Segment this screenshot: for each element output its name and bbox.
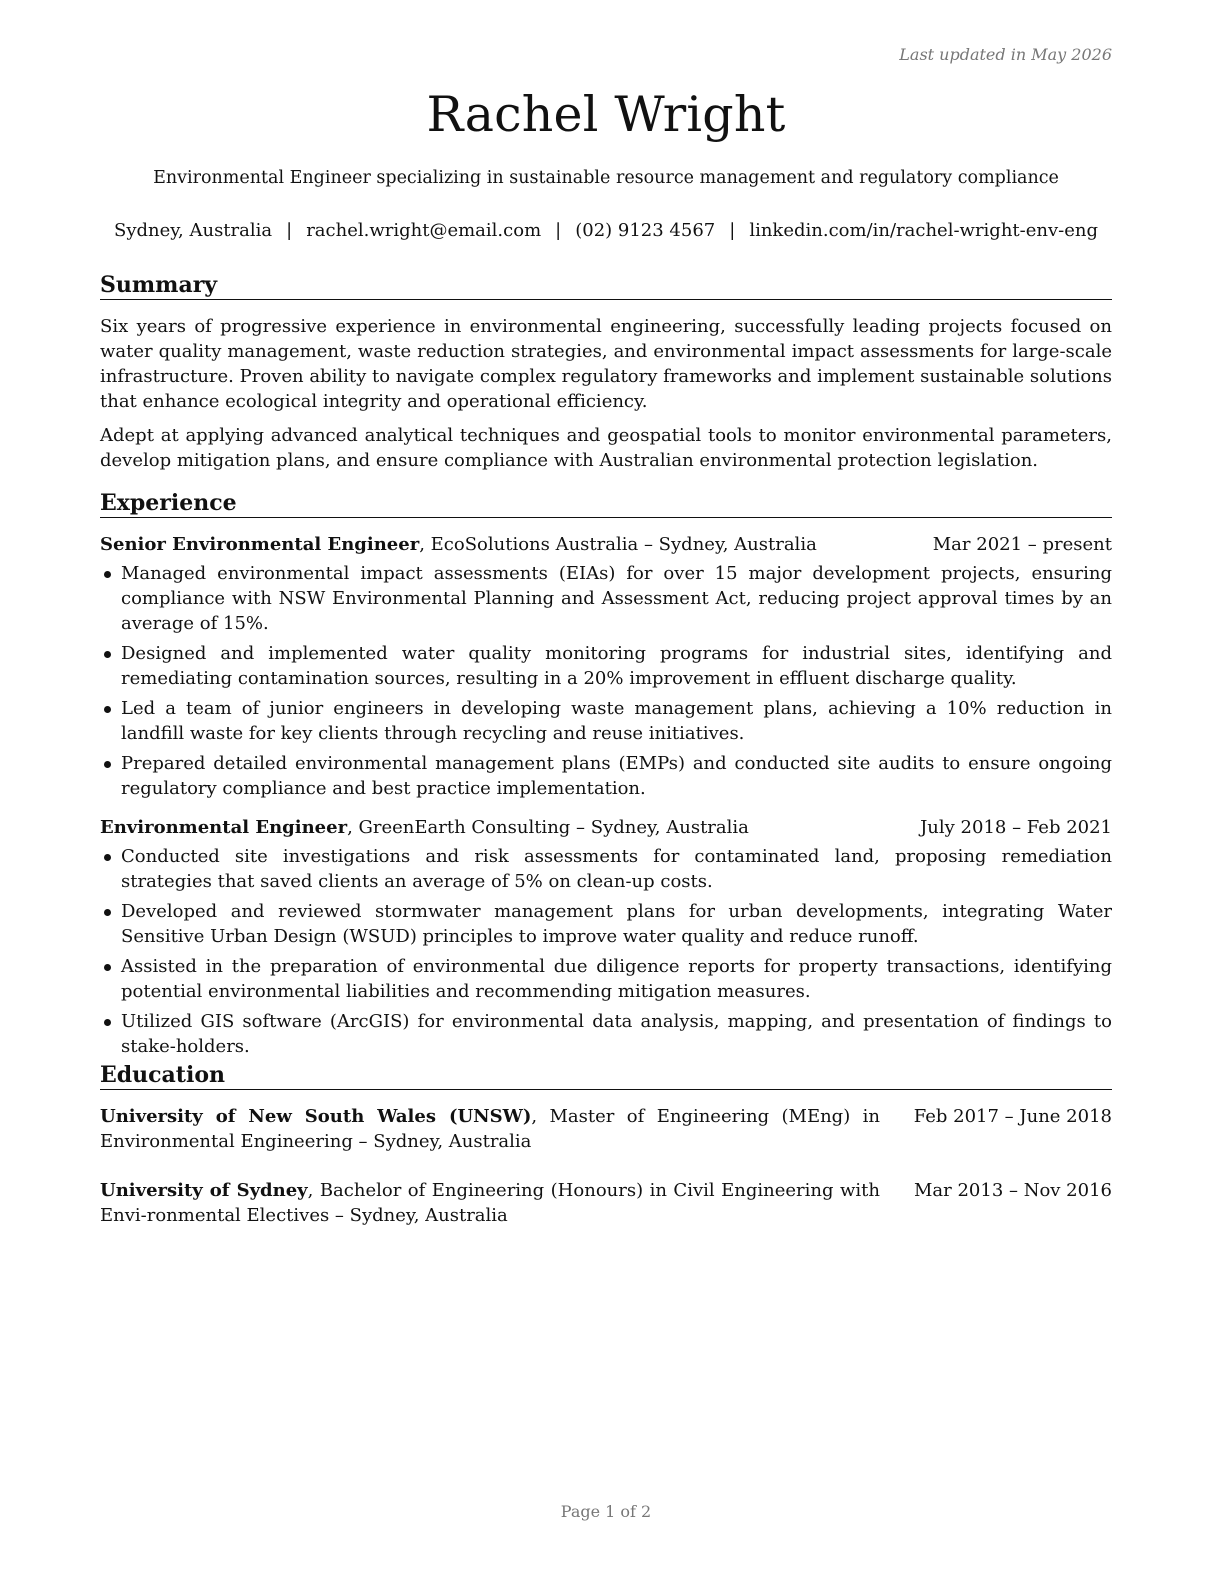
bullet-icon — [104, 964, 111, 971]
tagline: Environmental Engineer specializing in sustainable resource management and regulatory compliance — [153, 168, 1059, 188]
job-dates: July 2018 – Feb 2021 — [920, 817, 1112, 838]
list-item — [100, 696, 1112, 746]
education-dates: Feb 2017 – June 2018 — [913, 1106, 1112, 1127]
bullet-icon — [104, 1019, 111, 1026]
job-title-line — [100, 815, 749, 840]
bullet-text: Designed and implemented water quality monitoring programs for industrial sites, identifying and remediating contamination sources, resulting in a 20% improvement in effluent discharge quality. — [121, 643, 1112, 689]
list-item — [100, 561, 1112, 636]
job-role: Senior Environmental Engineer — [100, 534, 420, 555]
job-entry — [100, 532, 1112, 801]
school-name: University of Sydney — [100, 1180, 308, 1201]
separator: | — [286, 220, 293, 241]
list-item — [100, 641, 1112, 691]
last-updated: Last updated in May 2026 — [899, 45, 1112, 64]
bullet-text: Led a team of junior engineers in developing waste management plans, achieving a 10% reduction in landfill waste for key clients through recycling and reuse initiatives. — [121, 698, 1112, 744]
bullet-text: Prepared detailed environmental management plans (EMPs) and conducted site audits to ensure ongoing regulatory compliance and best practice implementation. — [121, 753, 1112, 799]
list-item — [100, 899, 1112, 949]
list-item — [100, 844, 1112, 894]
education-entry — [100, 1104, 1112, 1154]
experience-section — [100, 490, 1112, 1064]
separator: | — [555, 220, 562, 241]
bullet-icon — [104, 854, 111, 861]
bullet-text: Developed and reviewed stormwater management plans for urban developments, integrating Water Sensitive Urban Design (WSUD) principles to improve water quality and reduce runoff. — [121, 901, 1112, 947]
education-section — [100, 1062, 1112, 1228]
education-dates: Mar 2013 – Nov 2016 — [913, 1180, 1112, 1201]
job-dates: Mar 2021 – present — [932, 534, 1112, 555]
list-item — [100, 751, 1112, 801]
list-item — [100, 954, 1112, 1004]
summary-paragraph: Adept at applying advanced analytical techniques and geospatial tools to monitor environmental parameters, develop mitigation plans, and ensure compliance with Australian environmental protection legislation. — [100, 425, 1112, 471]
job-org: , EcoSolutions Australia – Sydney, Australia — [419, 534, 817, 555]
job-role: Environmental Engineer — [100, 817, 348, 838]
section-title-experience: Experience — [100, 490, 1112, 518]
job-bullets — [100, 844, 1112, 1059]
bullet-text: Utilized GIS software (ArcGIS) for environmental data analysis, mapping, and presentation of findings to stake-holders. — [121, 1011, 1112, 1057]
degree-detail: , Master of Engineering (MEng) in Environmental Engineering – Sydney, Australia — [100, 1106, 880, 1152]
education-description — [100, 1178, 880, 1228]
resume-page — [100, 0, 1112, 1584]
summary-section — [100, 272, 1112, 473]
job-title-line — [100, 532, 817, 557]
contact-phone[interactable]: (02) 9123 4567 — [575, 220, 716, 241]
job-entry — [100, 815, 1112, 1059]
school-name: University of New South Wales (UNSW) — [100, 1106, 532, 1127]
contact-location: Sydney, Australia — [113, 220, 273, 241]
education-entry — [100, 1178, 1112, 1228]
candidate-name: Rachel Wright — [426, 86, 786, 143]
list-item — [100, 1009, 1112, 1059]
job-header — [100, 532, 1112, 557]
bullet-icon — [104, 571, 111, 578]
job-bullets — [100, 561, 1112, 801]
bullet-icon — [104, 706, 111, 713]
contact-line — [100, 220, 1112, 241]
separator: | — [729, 220, 736, 241]
section-title-education: Education — [100, 1062, 1112, 1090]
job-org: , GreenEarth Consulting – Sydney, Australia — [347, 817, 749, 838]
section-title-summary: Summary — [100, 272, 1112, 300]
bullet-text: Managed environmental impact assessments (EIAs) for over 15 major development projects, ensuring compliance with NSW Environmental Planning and Assessment Act, reducing project approval times by an average of 15%. — [121, 563, 1112, 634]
bullet-text: Assisted in the preparation of environmental due diligence reports for property transactions, identifying potential environmental liabilities and recommending mitigation measures. — [121, 956, 1112, 1002]
contact-email[interactable]: rachel.wright@email.com — [306, 220, 542, 241]
contact-linkedin[interactable]: linkedin.com/in/rachel-wright-env-eng — [749, 220, 1099, 241]
page-number: Page 1 of 2 — [560, 1502, 652, 1521]
job-header — [100, 815, 1112, 840]
bullet-icon — [104, 651, 111, 658]
bullet-text: Conducted site investigations and risk assessments for contaminated land, proposing remediation strategies that saved clients an average of 5% on clean-up costs. — [121, 846, 1112, 892]
education-description — [100, 1104, 880, 1154]
summary-paragraph: Six years of progressive experience in environmental engineering, successfully leading projects focused on water quality management, waste reduction strategies, and environmental impact assessments for large-scale infrastructure. Proven ability to navigate complex regulatory frameworks and implement sustainable solutions that enhance ecological integrity and operational efficiency. — [100, 316, 1112, 412]
bullet-icon — [104, 909, 111, 916]
degree-detail: , Bachelor of Engineering (Honours) in Civil Engineering with Envi-ronmental Electives – Sydney, Australia — [100, 1180, 880, 1226]
bullet-icon — [104, 761, 111, 768]
